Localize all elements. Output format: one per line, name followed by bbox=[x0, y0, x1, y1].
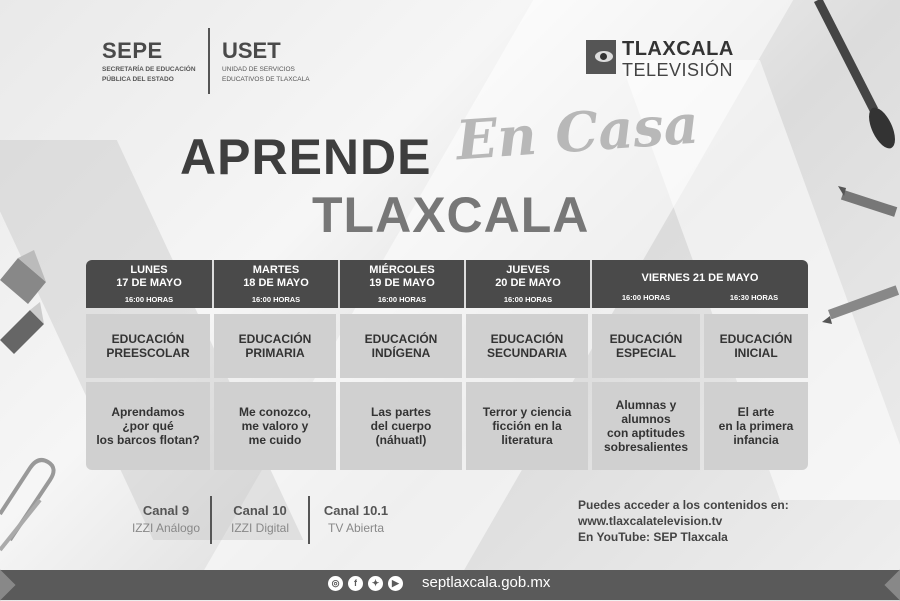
header-divider bbox=[590, 260, 592, 308]
level-line: ESPECIAL bbox=[615, 346, 676, 360]
title-en-casa: En Casa bbox=[454, 91, 701, 173]
sepe-logo bbox=[102, 38, 196, 84]
topic-line: infancia bbox=[733, 433, 779, 447]
day-date: 17 DE MAYO bbox=[116, 277, 182, 289]
channel-provider: TV Abierta bbox=[327, 521, 385, 535]
tv-logo-line2: TELEVISIÓN bbox=[622, 60, 734, 80]
channel-name: Canal 10.1 bbox=[323, 503, 389, 518]
day-time: 16:00 HORAS bbox=[377, 295, 427, 304]
uset-logo bbox=[222, 38, 310, 84]
day-time: 16:00 HORAS bbox=[124, 295, 174, 304]
topic-line: Aprendamos bbox=[111, 405, 185, 419]
level-cell-indigena bbox=[340, 314, 462, 378]
title-aprende: APRENDE bbox=[180, 129, 432, 185]
facebook-icon[interactable]: f bbox=[348, 576, 363, 591]
level-line: EDUCACIÓN bbox=[364, 332, 438, 346]
title-tlaxcala: TLAXCALA bbox=[312, 187, 590, 243]
access-line: Puedes acceder a los contenidos en: bbox=[578, 498, 789, 512]
level-line: INICIAL bbox=[734, 346, 778, 360]
sepe-subtitle-2: PÚBLICA DEL ESTADO bbox=[102, 76, 174, 83]
channel-10-1 bbox=[316, 503, 396, 535]
topic-line: Las partes bbox=[370, 405, 432, 419]
level-cell-preescolar bbox=[86, 314, 210, 378]
topic-line: alumnos bbox=[621, 412, 671, 426]
day-time: 16:00 HORAS bbox=[503, 295, 553, 304]
topic-cell-tuesday bbox=[214, 382, 336, 470]
sepe-subtitle-1: SECRETARÍA DE EDUCACIÓN bbox=[102, 66, 196, 73]
topic-cell-monday bbox=[86, 382, 210, 470]
level-cell-especial bbox=[592, 314, 700, 378]
day-date: 19 DE MAYO bbox=[369, 277, 435, 289]
twitter-icon[interactable]: ✦ bbox=[368, 576, 383, 591]
day-header-wednesday bbox=[340, 260, 464, 308]
pencil-decoration bbox=[0, 220, 70, 360]
paperclip-decoration bbox=[0, 440, 70, 560]
topic-line: los barcos flotan? bbox=[96, 433, 200, 447]
tv-logo-line1: TLAXCALA bbox=[622, 38, 734, 60]
level-line: EDUCACIÓN bbox=[490, 332, 564, 346]
channel-name: Canal 10 bbox=[233, 503, 287, 518]
level-line: PREESCOLAR bbox=[106, 346, 190, 360]
topic-line: con aptitudes bbox=[606, 426, 685, 440]
level-line: EDUCACIÓN bbox=[719, 332, 793, 346]
topic-line: Me conozco, bbox=[238, 405, 311, 419]
day-time: 16:00 HORAS bbox=[251, 295, 301, 304]
level-cell-secundaria bbox=[466, 314, 588, 378]
uset-name: USET bbox=[222, 38, 281, 63]
uset-subtitle-1: UNIDAD DE SERVICIOS bbox=[222, 66, 295, 73]
level-line: SECUNDARIA bbox=[486, 346, 567, 360]
access-info bbox=[578, 497, 789, 545]
topic-line: me cuido bbox=[248, 433, 302, 447]
level-line: INDÍGENA bbox=[371, 346, 431, 360]
day-name: VIERNES 21 DE MAYO bbox=[641, 272, 759, 284]
channel-9 bbox=[126, 503, 206, 535]
day-header-friday bbox=[592, 260, 808, 308]
level-cell-primaria bbox=[214, 314, 336, 378]
topic-line: Terror y ciencia bbox=[482, 405, 572, 419]
access-youtube: En YouTube: SEP Tlaxcala bbox=[578, 530, 728, 544]
level-cell-inicial bbox=[704, 314, 808, 378]
instagram-icon[interactable]: ◎ bbox=[328, 576, 343, 591]
topic-line: en la primera bbox=[718, 419, 794, 433]
topic-line: me valoro y bbox=[241, 419, 309, 433]
uset-subtitle-2: EDUCATIVOS DE TLAXCALA bbox=[222, 76, 310, 83]
topic-line: ficción en la bbox=[492, 419, 562, 433]
youtube-icon[interactable]: ▶ bbox=[388, 576, 403, 591]
topic-cell-thursday bbox=[466, 382, 588, 470]
level-line: EDUCACIÓN bbox=[111, 332, 185, 346]
sepe-name: SEPE bbox=[102, 38, 163, 63]
topic-line: (náhuatl) bbox=[375, 433, 427, 447]
day-name: MIÉRCOLES bbox=[369, 264, 435, 276]
topic-cell-wednesday bbox=[340, 382, 462, 470]
day-header-monday bbox=[86, 260, 212, 308]
topic-line: literatura bbox=[501, 433, 553, 447]
channel-divider bbox=[308, 496, 310, 544]
channel-name: Canal 9 bbox=[142, 503, 190, 518]
eye-icon bbox=[586, 40, 616, 74]
header-divider bbox=[338, 260, 340, 308]
day-name: JUEVES bbox=[506, 264, 550, 276]
topic-line: sobresalientes bbox=[603, 440, 689, 454]
day-name: LUNES bbox=[130, 264, 168, 276]
topic-line: Alumnas y bbox=[615, 398, 677, 412]
topic-line: ¿por qué bbox=[122, 419, 174, 433]
day-date: 18 DE MAYO bbox=[243, 277, 309, 289]
day-name: MARTES bbox=[252, 264, 300, 276]
channel-divider bbox=[210, 496, 212, 544]
day-date: 20 DE MAYO bbox=[495, 277, 561, 289]
logo-divider bbox=[208, 28, 210, 94]
access-url[interactable]: www.tlaxcalatelevision.tv bbox=[578, 514, 723, 528]
level-line: EDUCACIÓN bbox=[238, 332, 312, 346]
day-time: 16:30 HORAS bbox=[729, 293, 779, 302]
channel-10 bbox=[220, 503, 300, 535]
day-header-tuesday bbox=[214, 260, 338, 308]
day-time: 16:00 HORAS bbox=[621, 293, 671, 302]
day-header-thursday bbox=[466, 260, 590, 308]
topic-line: del cuerpo bbox=[370, 419, 432, 433]
level-line: EDUCACIÓN bbox=[609, 332, 683, 346]
header-divider bbox=[212, 260, 214, 308]
brush-decoration bbox=[808, 0, 900, 340]
channel-provider: IZZI Análogo bbox=[131, 521, 201, 535]
topic-cell-friday-especial bbox=[592, 382, 700, 470]
topic-cell-friday-inicial bbox=[704, 382, 808, 470]
footer-website-link[interactable]: septlaxcala.gob.mx bbox=[422, 574, 551, 591]
header-divider bbox=[464, 260, 466, 308]
topic-line: El arte bbox=[737, 405, 775, 419]
channel-provider: IZZI Digital bbox=[230, 521, 289, 535]
level-line: PRIMARIA bbox=[245, 346, 305, 360]
